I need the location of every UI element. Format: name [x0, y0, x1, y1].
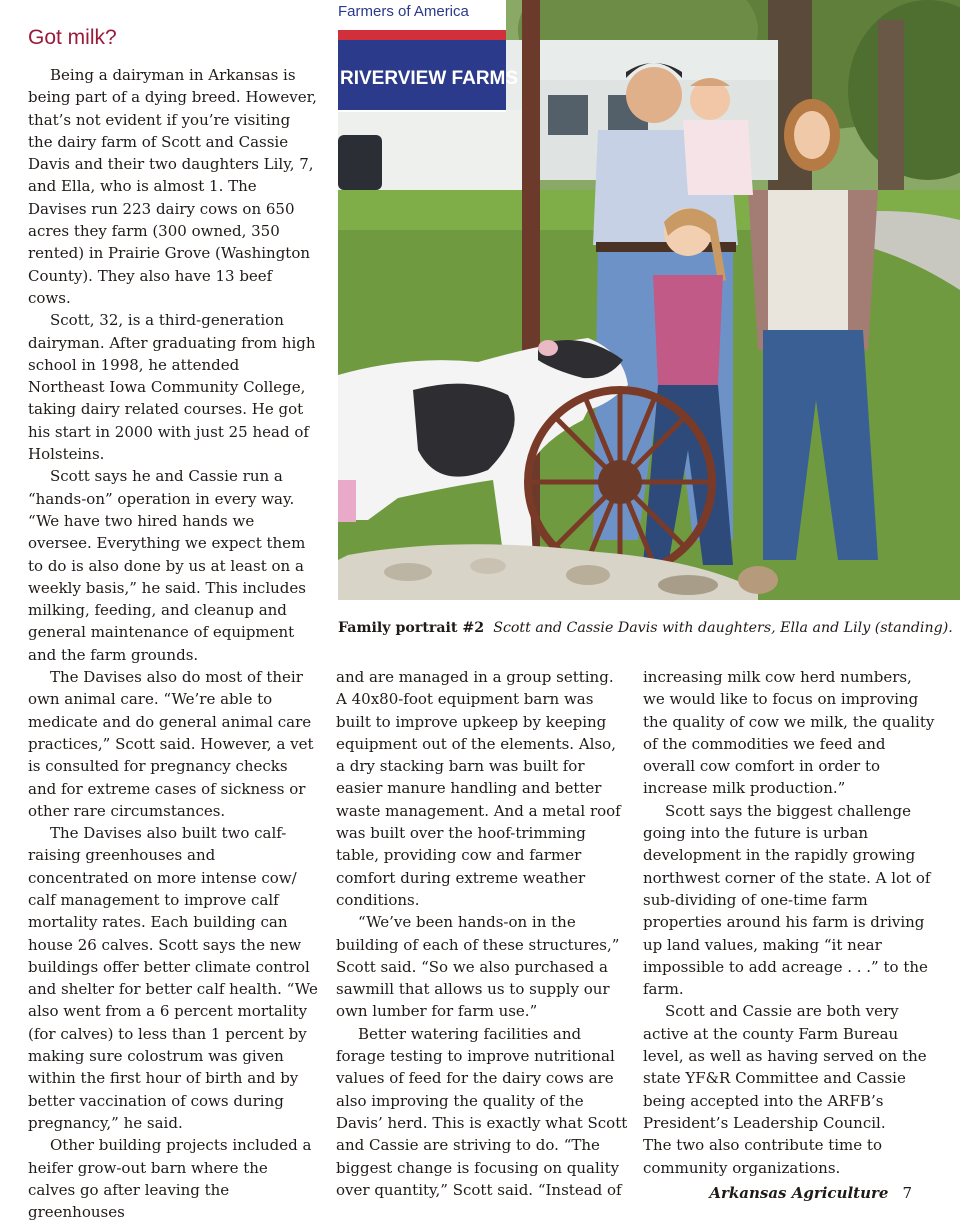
article-column-1	[28, 64, 318, 1223]
paragraph: “We’ve been hands-on in the building of each of these structures,” Scott said. “So we also purchased a sawmill that allows us to supply our own lumber for farm use.”	[336, 913, 620, 1021]
page-footer	[709, 1184, 912, 1202]
paragraph: Scott and Cassie are both very active at the county Farm Bureau level, as well as having served on the state YF&R Committee and Cassie being accepted into the ARFB’s President’s Leadership Council.	[643, 1002, 927, 1132]
paragraph: The two also contribute time to community organizations.	[643, 1136, 882, 1177]
photo-caption	[338, 620, 960, 636]
paragraph: Being a dairyman in Arkansas is being part of a dying breed. However, that’s not evident if you’re visiting the dairy farm of Scott and Cassie Davis and their two daughters Lily, 7, and Ella, who is almost 1. The Davises run 223 dairy cows on 650 acres they farm (300 owned, 350 rented) in Prairie Grove (Washington County). They also have 13 beef cows.	[28, 66, 317, 307]
sign-top-text: Farmers of America	[338, 3, 469, 20]
paragraph: Scott, 32, is a third-generation dairyman. After graduating from high school in 1998, he attended Northeast Iowa Community College, taking dairy related courses. He got his start in 2000 with just 25 head of Holsteins.	[28, 311, 316, 464]
paragraph: and are managed in a group setting. A 40x80-foot equipment barn was built to improve upkeep by keeping equipment out of the elements. Also, a dry stacking barn was built for easier manure handling and better waste management. And a metal roof was built over the hoof-trimming table, providing cow and farmer comfort during extreme weather conditions.	[336, 668, 621, 909]
article-heading: Got milk?	[28, 26, 117, 49]
paragraph: The Davises also built two calf-raising greenhouses and concentrated on more intense cow/ calf management to improve calf mortality rates. Each building can house 26 calves. Scott says the new buildings offer better climate control and shelter for better calf health. “We also went from a 6 percent mortality (for calves) to less than 1 percent by making sure colostrum was given within the first hour of birth and by better vaccination of cows during pregnancy,” he said.	[28, 824, 318, 1132]
page-number: 7	[902, 1184, 912, 1202]
paragraph: Scott says he and Cassie run a “hands-on” operation in every way. “We have two hired hands we oversee. Everything we expect them to do is also done by us at least on a weekly basis,” he said. This includes milking, feeding, and cleanup and general maintenance of equipment and the farm grounds.	[28, 467, 306, 664]
article-column-3	[643, 666, 935, 1179]
paragraph: Other building projects included a heifer grow-out barn where the calves go after leaving the greenhouses	[28, 1136, 312, 1222]
sign-main-text: RIVERVIEW FARMS	[340, 68, 519, 89]
paragraph: Scott says the biggest challenge going into the future is urban development in the rapidly growing northwest corner of the state. A lot of sub-dividing of one-time farm properties around his farm is driving up land values, making “it near impossible to add acreage . . .” to the farm.	[643, 801, 931, 999]
family-portrait-photo	[338, 0, 960, 600]
paragraph: The Davises also do most of their own animal care. “We’re able to medicate and do general animal care practices,” Scott said. However, a vet is consulted for pregnancy checks and for extreme cases of sickness or other rare circumstances.	[28, 668, 314, 820]
paragraph: Better watering facilities and forage testing to improve nutritional values of feed for the dairy cows are also improving the quality of the Davis’ herd. This is exactly what Scott and Cassie are striving to do. “The biggest change is focusing on quality over quantity,” Scott said. “Instead of	[336, 1024, 628, 1199]
article-column-2	[336, 666, 628, 1201]
caption-lead: Family portrait #2	[338, 620, 485, 636]
publication-name: Arkansas Agriculture	[709, 1184, 889, 1202]
paragraph: increasing milk cow herd numbers, we would like to focus on improving the quality of cow we milk, the quality of the commodities we feed and overall cow comfort in order to increase milk production.”	[643, 668, 935, 798]
caption-text: Scott and Cassie Davis with daughters, Ella and Lily (standing).	[493, 620, 953, 636]
